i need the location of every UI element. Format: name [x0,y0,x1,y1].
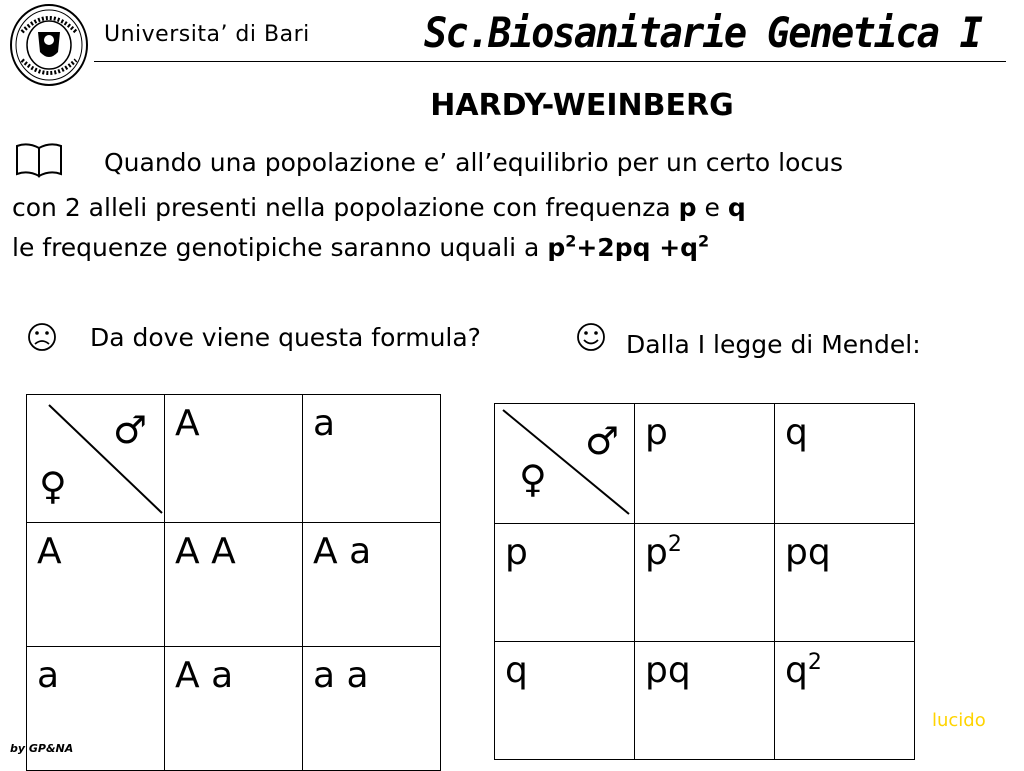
freq-q-label: q [727,193,746,222]
frown-icon [27,322,57,352]
formula-mid: +2pq +q [576,233,699,262]
row-header: p [495,524,635,642]
answer-text: Dalla I legge di Mendel: [626,330,921,359]
frequency-exponent: 2 [807,650,822,675]
smile-icon [576,322,606,352]
column-header: a [303,395,441,523]
table-row [27,647,441,771]
university-name: Universita’ di Bari [104,22,310,47]
header-divider [94,61,1006,62]
formula-p-exponent: 2 [565,231,577,251]
question-text: Da dove viene questa formula? [90,323,481,352]
column-header: A [165,395,303,523]
frequency-cell [635,642,775,760]
diagonal-divider [495,404,635,524]
intro-line-1: Quando una popolazione e’ all’equilibrio per un certo locus [104,148,844,177]
diagonal-divider [27,395,165,523]
corner-cell [495,404,635,524]
corner-cell [27,395,165,523]
formula-p: p [547,233,566,262]
frequency-base: q [785,650,808,691]
intro-line-2-and: e [696,193,728,222]
female-icon: ♀ [519,457,547,501]
genotype-cell: A A [165,523,303,647]
intro-line-3 [12,233,709,262]
male-icon: ♂ [113,408,148,452]
genotype-cell: A a [165,647,303,771]
female-icon: ♀ [39,464,67,508]
frequency-cell [775,524,915,642]
university-seal-logo [8,2,90,88]
frequency-base: p [645,532,668,573]
column-header: q [775,404,915,524]
page-title: HARDY-WEINBERG [430,88,734,123]
lucido-link[interactable]: lucido [932,710,986,731]
course-title: Sc.Biosanitarie Genetica I [424,8,982,57]
punnett-table-frequencies [494,403,915,760]
row-header: a [27,647,165,771]
male-icon: ♂ [585,419,620,463]
intro-line-2-text: con 2 alleli presenti nella popolazione con frequenza [12,193,679,222]
formula-q-exponent: 2 [698,231,710,251]
column-header: p [635,404,775,524]
freq-p-label: p [678,193,697,222]
frequency-base: pq [645,650,691,691]
formula [547,233,709,262]
book-icon [14,140,64,180]
genotype-cell: a a [303,647,441,771]
frequency-exponent: 2 [667,532,682,557]
intro-line-3-text: le frequenze genotipiche saranno uquali a [12,233,548,262]
frequency-base: pq [785,532,831,573]
frequency-cell [635,524,775,642]
frequency-cell [775,642,915,760]
row-header: A [27,523,165,647]
table-row [27,523,441,647]
row-header: q [495,642,635,760]
table-row [27,395,441,523]
genotype-cell: A a [303,523,441,647]
table-row [495,642,915,760]
table-row [495,404,915,524]
intro-line-2 [12,193,746,222]
table-row [495,524,915,642]
punnett-table-alleles [26,394,441,771]
author-credit: by GP&NA [10,742,74,755]
